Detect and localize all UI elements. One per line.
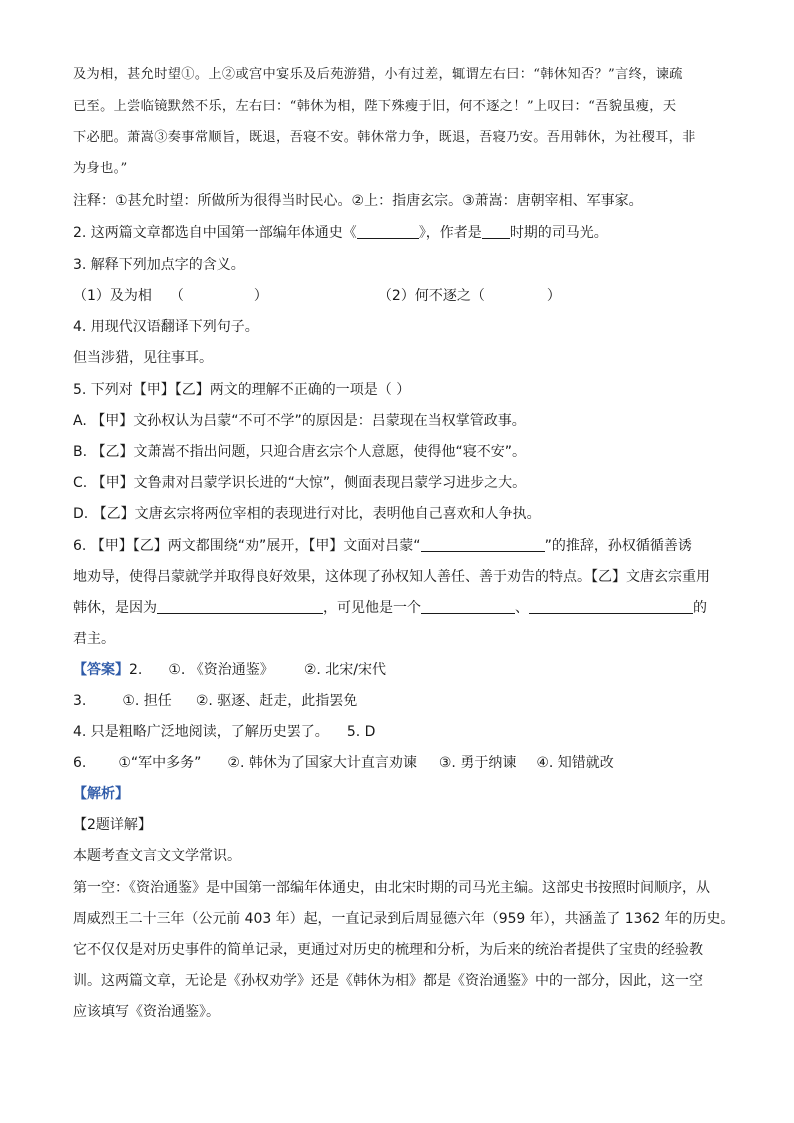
passage-line: 为身也。” [73, 161, 128, 176]
answer-row-2: 3. ①. 担任 ②. 驱逐、赶走，此指罢免 [73, 693, 358, 709]
passage-line: 及为相，甚允时望①。上②或宫中宴乐及后苑游猎，小有过差，辄谓左右曰：“韩休知否？”言终，谏疏 [73, 67, 683, 82]
analysis-paragraph-line: 应该填写《资治通鉴》。 [73, 1004, 220, 1020]
question-4-sentence: 但当涉猎，见往事耳。 [73, 350, 213, 366]
question-3-stem: 3. 解释下列加点字的含义。 [73, 257, 245, 273]
analysis-paragraph-line: 训。这两篇文章，无论是《孙权劝学》还是《韩休为相》都是《资治通鉴》中的一部分，因此，这一空 [73, 973, 703, 989]
analysis-paragraph-line: 它不仅仅是对历史事件的简单记录，更通过对历史的梳理和分析，为后来的统治者提供了宝贵的经验教 [73, 942, 703, 958]
answer-row-3: 4. 只是粗略广泛地阅读，了解历史罢了。 5. D [73, 724, 376, 740]
analysis-subheading: 【2题详解】 [73, 817, 152, 833]
answer-row-4: 6. ①“军中多务” ②. 韩休为了国家大计直言劝谏 ③. 勇于纳谏 ④. 知错就改 [73, 755, 614, 771]
blank-field[interactable] [421, 598, 515, 614]
blank-field[interactable] [357, 223, 419, 239]
passage-line: 已至。上尝临镜默然不乐，左右曰：“韩休为相，陛下殊瘦于旧，何不逐之！”上叹曰：“吾貌虽瘦，天 [73, 99, 677, 114]
analysis-label: 【解析】 [73, 786, 129, 802]
blank-field[interactable] [157, 598, 323, 614]
blank-field[interactable] [482, 223, 510, 239]
blank-field[interactable] [529, 598, 693, 614]
analysis-paragraph-line: 周威烈王二十三年（公元前 403 年）起，一直记录到后周显德六年（959 年），共涵盖了 1362 年的历史。 [73, 911, 735, 927]
option-b: B. 【乙】文萧嵩不指出问题，只迎合唐玄宗个人意愿，使得他“寝不安”。 [73, 444, 527, 460]
option-a: A. 【甲】文孙权认为吕蒙“不可不学”的原因是：吕蒙现在当权掌管政事。 [73, 413, 526, 429]
question-3-items: （1）及为相 （ ） （2）何不逐之（ ） [73, 288, 561, 304]
analysis-intro: 本题考查文言文文学常识。 [73, 848, 241, 864]
blank-field[interactable] [421, 536, 545, 552]
question-5-stem: 5. 下列对【甲】【乙】两文的理解不正确的一项是（ ） [73, 382, 411, 398]
passage-line: 下必肥。萧嵩③奏事常顺旨，既退，吾寝不安。韩休常力争，既退，吾寝乃安。吾用韩休，为社稷耳，非 [73, 130, 696, 145]
answer-row-1: 【答案】2. ①. 《资治通鉴》 ②. 北宋/宋代 [73, 662, 386, 678]
question-6-line: 君主。 [73, 631, 115, 647]
question-2: 2. 这两篇文章都选自中国第一部编年体通史《 》，作者是 时期的司马光。 [73, 225, 608, 241]
option-c: C. 【甲】文鲁肃对吕蒙学识长进的“大惊”，侧面表现吕蒙学习进步之大。 [73, 475, 527, 491]
question-6-line: 地劝导，使得吕蒙就学并取得良好效果，这体现了孙权知人善任、善于劝告的特点。【乙】文唐玄宗重用 [73, 569, 710, 585]
question-4-stem: 4. 用现代汉语翻译下列句子。 [73, 319, 259, 335]
question-6-line: 韩休，是因为 ，可见他是一个 、 的 [73, 600, 707, 616]
analysis-paragraph-line: 第一空：《资治通鉴》是中国第一部编年体通史，由北宋时期的司马光主编。这部史书按照时间顺序，从 [73, 880, 710, 896]
answer-label: 【答案】 [73, 662, 129, 678]
annotation-note: 注释：①甚允时望：所做所为很得当时民心。②上：指唐玄宗。③萧嵩：唐朝宰相、军事家。 [73, 193, 643, 209]
option-d: D. 【乙】文唐玄宗将两位宰相的表现进行对比，表明他自己喜欢和人争执。 [73, 506, 541, 522]
question-6-line: 6. 【甲】【乙】两文都围绕“劝”展开，【甲】文面对吕蒙“ ”的推辞，孙权循循善诱 [73, 538, 692, 554]
